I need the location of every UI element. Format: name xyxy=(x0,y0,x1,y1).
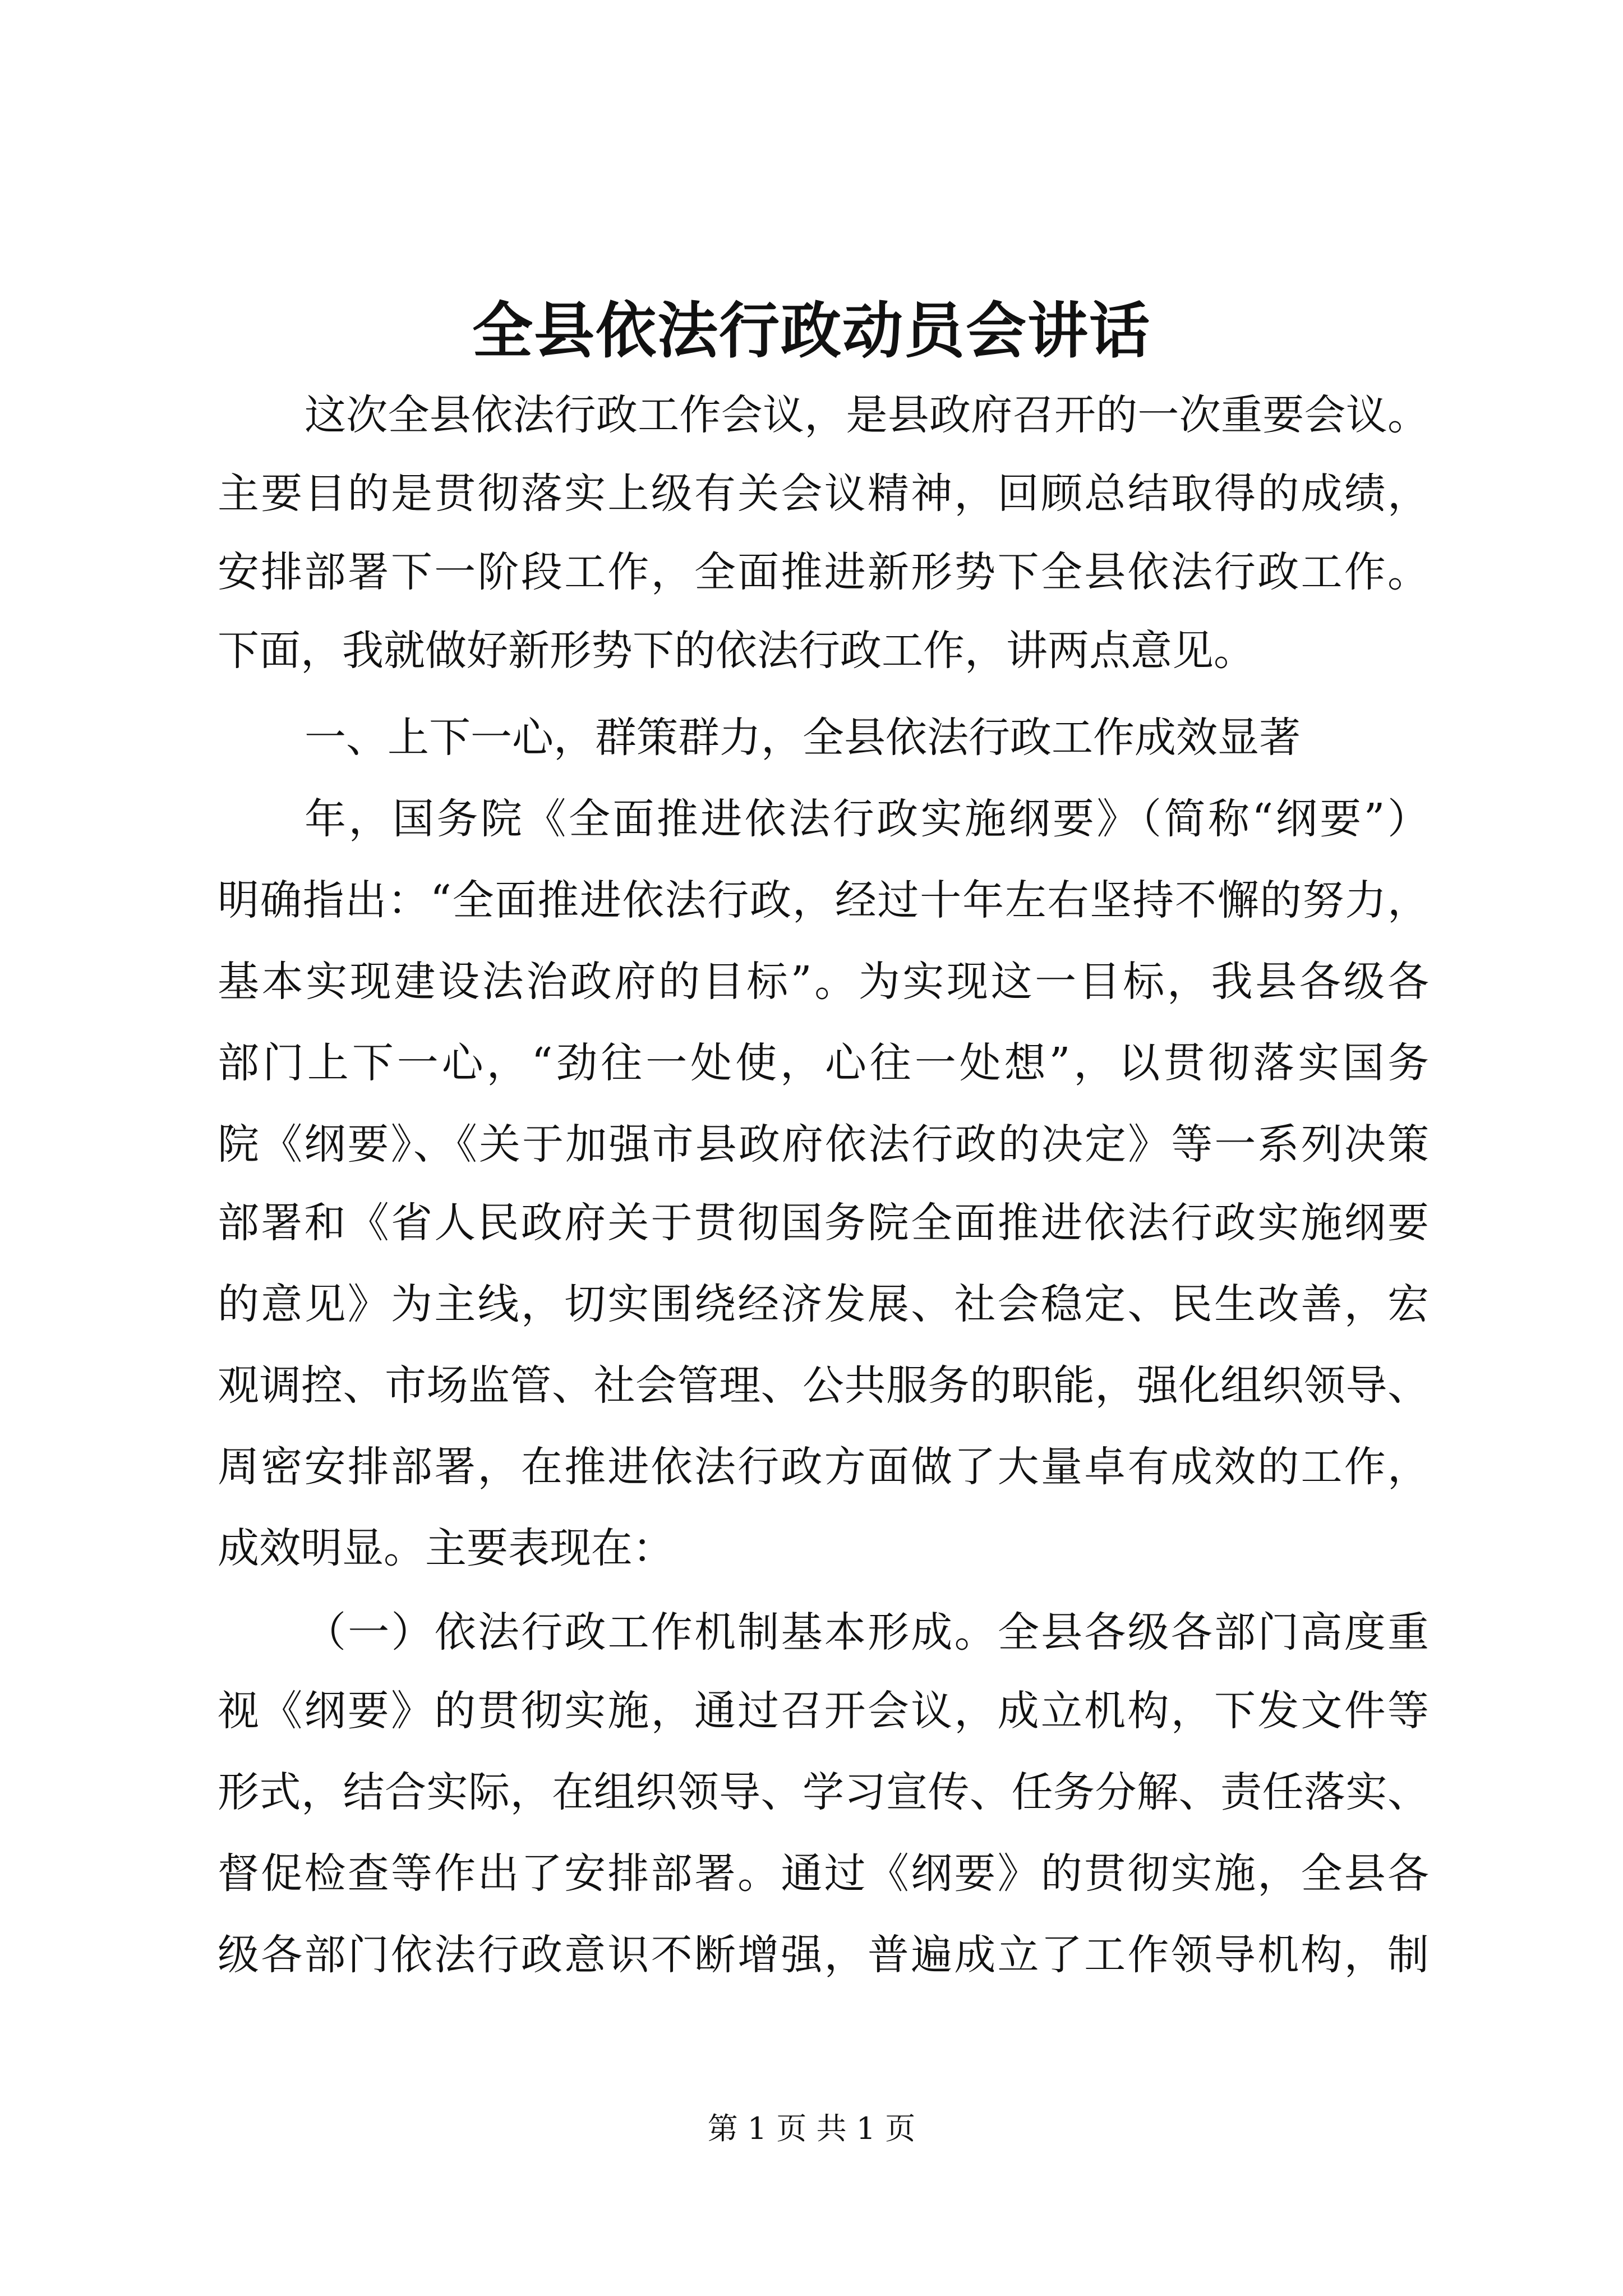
paragraph-line: 部门上下一心，“劲往一处使，心往一处想”，以贯彻落实国务 xyxy=(218,1039,1429,1087)
paragraph-line: 安排部署下一阶段工作，全面推进新形势下全县依法行政工作。 xyxy=(218,548,1429,596)
paragraph-line: 部署和《省人民政府关于贯彻国务院全面推进依法行政实施纲要 xyxy=(218,1199,1429,1247)
paragraph-line: 基本实现建设法治政府的目标”。为实现这一目标，我县各级各 xyxy=(218,958,1429,1006)
page-footer: 第 1 页 共 1 页 xyxy=(707,2111,916,2146)
paragraph-line: 明确指出：“全面推进依法行政，经过十年左右坚持不懈的努力， xyxy=(218,876,1429,924)
section-heading: 一、上下一心，群策群力，全县依法行政工作成效显著 xyxy=(305,714,1301,762)
paragraph-line: 这次全县依法行政工作会议，是县政府召开的一次重要会议。 xyxy=(305,391,1429,439)
paragraph-line: 成效明显。主要表现在： xyxy=(218,1524,674,1572)
document-title: 全县依法行政动员会讲话 xyxy=(472,296,1151,366)
paragraph-line: 院《纲要》、《关于加强市县政府依法行政的决定》等一系列决策 xyxy=(218,1120,1429,1168)
paragraph-line: 观调控、市场监管、社会管理、公共服务的职能，强化组织领导、 xyxy=(218,1361,1429,1410)
paragraph-line: 视《纲要》的贯彻实施，通过召开会议，成立机构，下发文件等 xyxy=(218,1687,1429,1735)
paragraph-line: 级各部门依法行政意识不断增强，普遍成立了工作领导机构，制 xyxy=(218,1931,1429,1979)
paragraph-line: 的意见》为主线，切实围绕经济发展、社会稳定、民生改善，宏 xyxy=(218,1280,1429,1328)
paragraph-line: 形式，结合实际，在组织领导、学习宣传、任务分解、责任落实、 xyxy=(218,1768,1429,1816)
paragraph-line: 年，国务院《全面推进依法行政实施纲要》（简称“纲要”） xyxy=(305,795,1429,843)
paragraph-line: 周密安排部署，在推进依法行政方面做了大量卓有成效的工作， xyxy=(218,1443,1429,1491)
paragraph-line: 主要目的是贯彻落实上级有关会议精神，回顾总结取得的成绩， xyxy=(218,470,1429,518)
paragraph-line: 督促检查等作出了安排部署。通过《纲要》的贯彻实施，全县各 xyxy=(218,1849,1429,1898)
paragraph-line: （一）依法行政工作机制基本形成。全县各级各部门高度重 xyxy=(305,1608,1429,1657)
paragraph-line: 下面，我就做好新形势下的依法行政工作，讲两点意见。 xyxy=(218,627,1255,675)
